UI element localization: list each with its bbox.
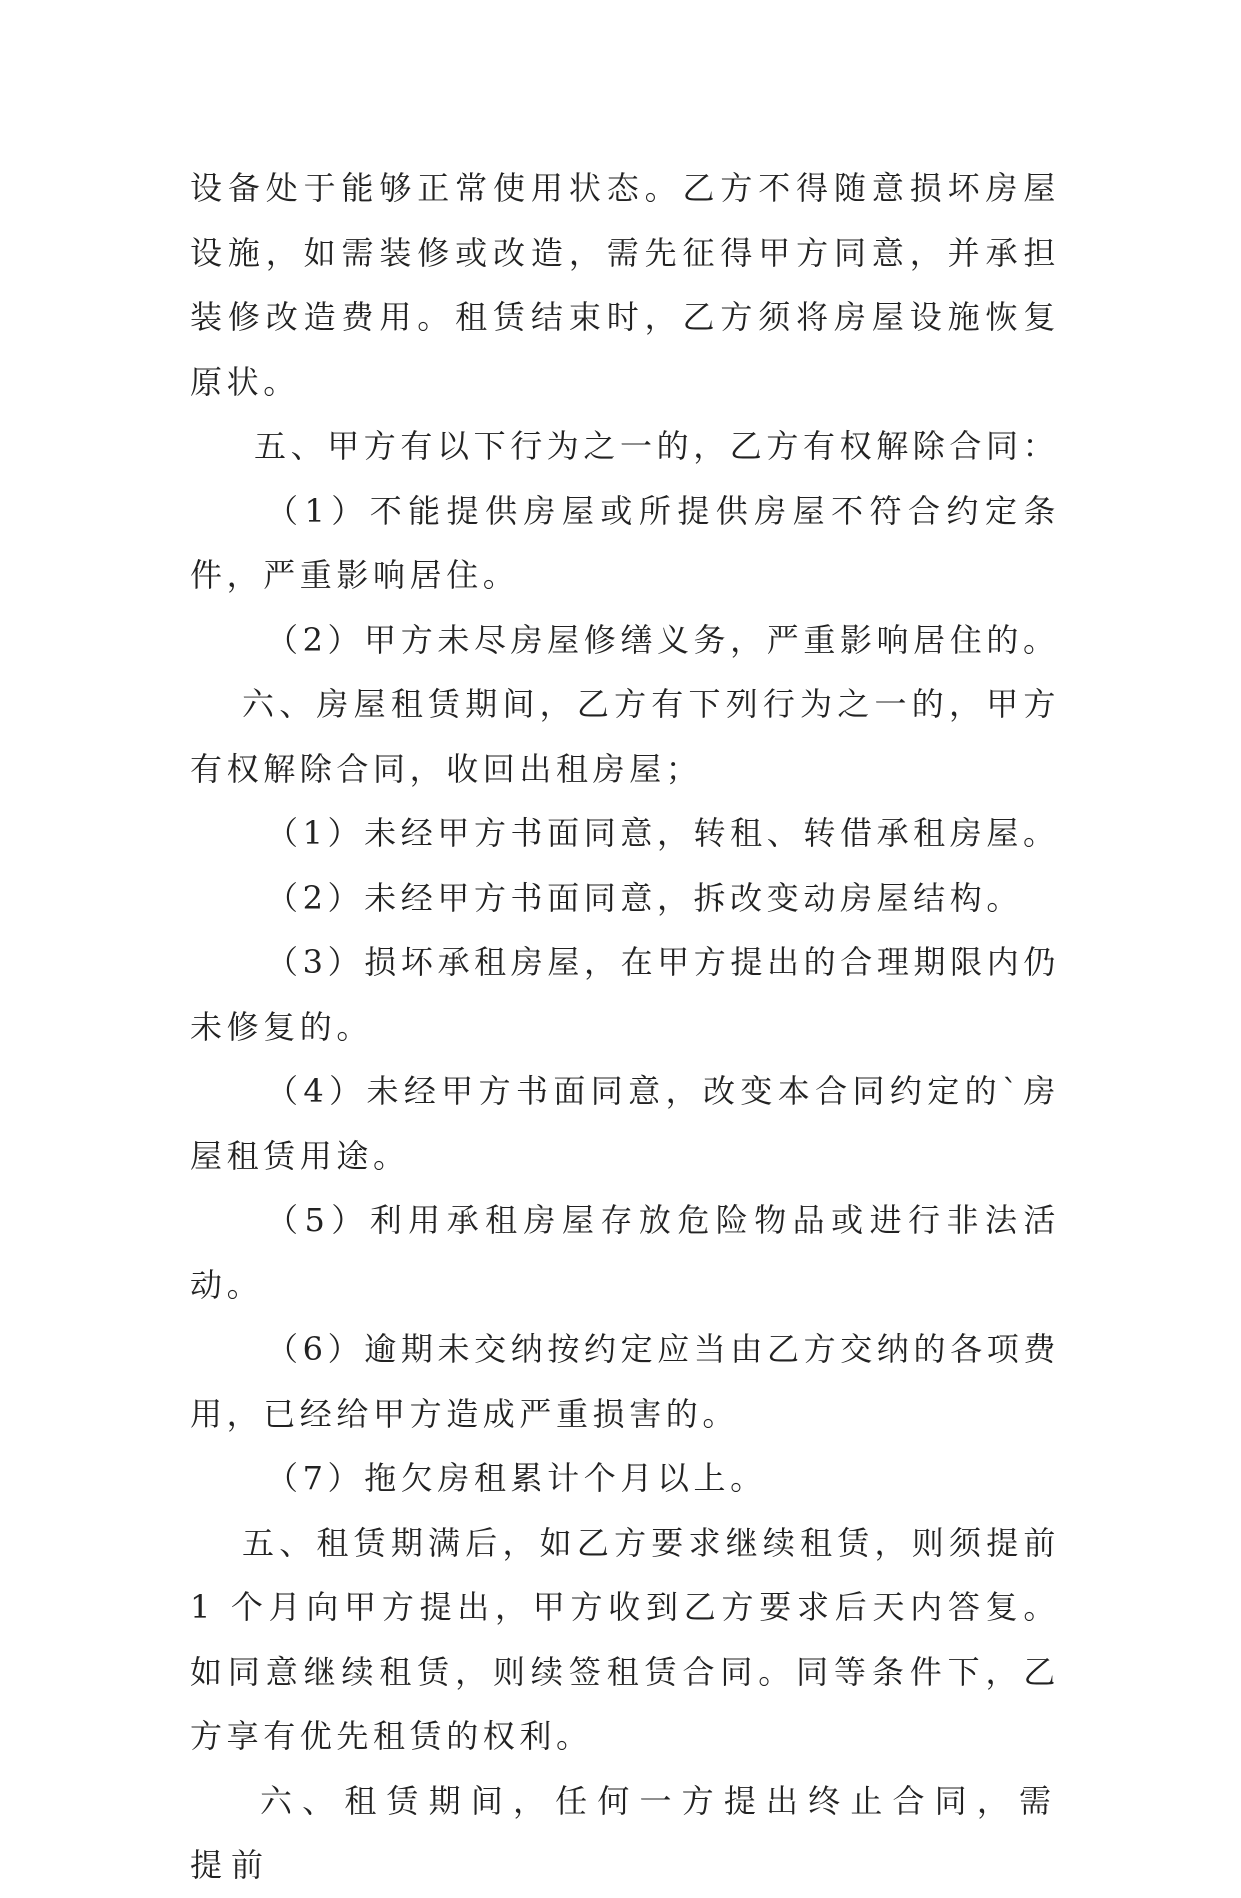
paragraph-renewal: 五、租赁期满后，如乙方要求继续租赁，则须提前 1 个月向甲方提出，甲方收到乙方要求后天内答复。如同意继续租赁，则续签租赁合同。同等条件下，乙方享有优先租赁的权利。 — [190, 1523, 1060, 1755]
paragraph-clause-5-lessor-breach: 五、甲方有以下行为之一的，乙方有权解除合同： — [254, 427, 1060, 465]
paragraph-clause-6-item-2: （2）未经甲方书面同意，拆改变动房屋结构。 — [266, 878, 1023, 917]
paragraph-clause-5-item-2: （2）甲方未尽房屋修缮义务，严重影响居住的。 — [266, 620, 1060, 659]
paragraph-clause-6-item-7: （7）拖欠房租累计个月以上。 — [266, 1459, 767, 1497]
paragraph-clause-6-item-5: （5）利用承租房屋存放危险物品或进行非法活动。 — [190, 1201, 1060, 1304]
paragraph-clause-5-item-1: （1）不能提供房屋或所提供房屋不符合约定条件，严重影响居住。 — [190, 491, 1060, 594]
paragraph-termination: 六、租赁期间，任何一方提出终止合同，需提前 — [190, 1781, 1060, 1884]
paragraph-clause-6-item-3: （3）损坏承租房屋，在甲方提出的合理期限内仍未修复的。 — [190, 943, 1060, 1046]
paragraph-clause-6-item-4: （4）未经甲方书面同意，改变本合同约定的`房屋租赁用途。 — [190, 1072, 1060, 1175]
document-body — [190, 156, 1060, 1898]
paragraph-clause-6-item-6: （6）逾期未交纳按约定应当由乙方交纳的各项费用，已经给甲方造成严重损害的。 — [190, 1330, 1060, 1433]
paragraph-clause-6-item-1: （1）未经甲方书面同意，转租、转借承租房屋。 — [266, 814, 1060, 852]
paragraph-clause-6-lessee-breach: 六、房屋租赁期间，乙方有下列行为之一的，甲方有权解除合同，收回出租房屋； — [190, 685, 1060, 788]
paragraph-facilities: 设备处于能够正常使用状态。乙方不得随意损坏房屋设施，如需装修或改造，需先征得甲方同意，并承担装修改造费用。租赁结束时，乙方须将房屋设施恢复原状。 — [190, 169, 1060, 401]
